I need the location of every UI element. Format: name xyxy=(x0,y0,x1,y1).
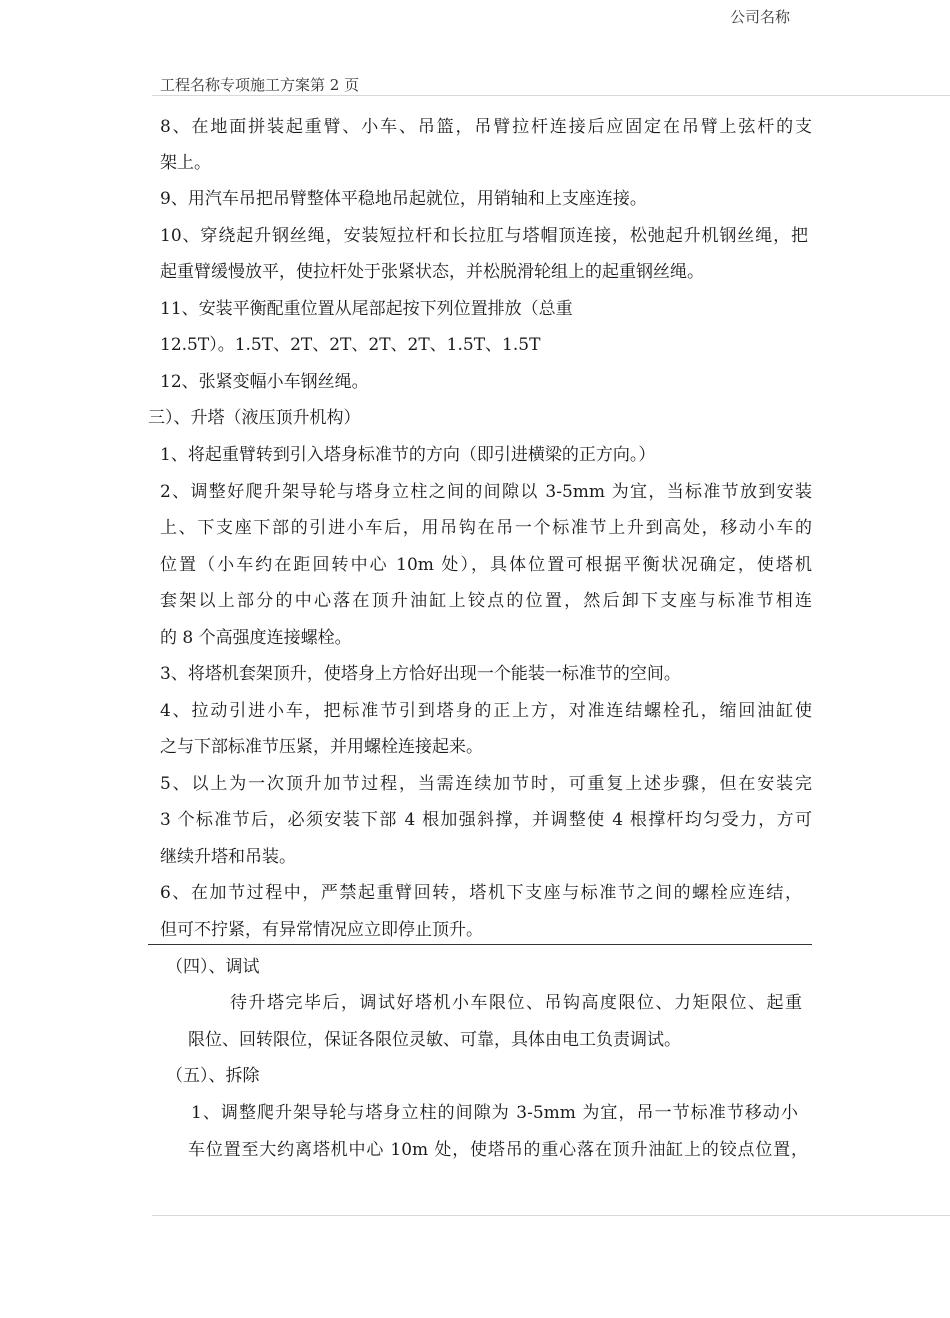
text-line: 待升塔完毕后，调试好塔机小车限位、吊钩高度限位、力矩限位、起重 xyxy=(230,993,802,1013)
text-line: 继续升塔和吊装。 xyxy=(160,847,296,867)
text-line: 套架以上部分的中心落在顶升油缸上铰点的位置，然后卸下支座与标准节相连 xyxy=(160,591,812,611)
text-line: 之与下部标准节压紧，并用螺栓连接起来。 xyxy=(160,737,483,757)
text-line: 4、拉动引进小车，把标准节引到塔身的正上方，对准连结螺栓孔，缩回油缸使 xyxy=(160,701,812,721)
text-line: 但可不拧紧，有异常情况应立即停止顶升。 xyxy=(160,920,483,940)
text-line: 12.5T）。1.5T、2T、2T、2T、2T、1.5T、1.5T xyxy=(160,335,541,355)
text-line: 架上。 xyxy=(160,153,211,173)
text-line: 起重臂缓慢放平，使拉杆处于张紧状态，并松脱滑轮组上的起重钢丝绳。 xyxy=(160,262,704,282)
text-line: 的 8 个高强度连接螺栓。 xyxy=(160,628,352,648)
header-divider xyxy=(152,95,950,96)
section-heading: （五）、拆除 xyxy=(166,1066,260,1086)
text-line: 5、以上为一次顶升加节过程，当需连续加节时，可重复上述步骤，但在安装完 xyxy=(160,774,812,794)
section-heading: 三）、升塔（液压顶升机构） xyxy=(148,408,361,428)
text-line: 11、安装平衡配重位置从尾部起按下列位置排放（总重 xyxy=(160,299,573,319)
text-line: 10、穿绕起升钢丝绳，安装短拉杆和长拉肛与塔帽顶连接，松弛起升机钢丝绳，把 xyxy=(160,226,808,246)
text-line: 6、在加节过程中，严禁起重臂回转，塔机下支座与标准节之间的螺栓应连结， xyxy=(160,883,802,903)
text-line: 位置（小车约在距回转中心 10m 处），具体位置可根据平衡状况确定，使塔机 xyxy=(160,555,812,575)
text-line: 限位、回转限位，保证各限位灵敏、可靠，具体由电工负责调试。 xyxy=(188,1030,681,1050)
text-line: 3、将塔机套架顶升，使塔身上方恰好出现一个能装一标准节的空间。 xyxy=(160,664,681,684)
company-name: 公司名称 xyxy=(730,8,791,26)
text-line: 8、在地面拼装起重臂、小车、吊篮，吊臂拉杆连接后应固定在吊臂上弦杆的支 xyxy=(160,117,812,137)
section-heading: （四）、调试 xyxy=(166,957,260,977)
text-line: 上、下支座下部的引进小车后，用吊钩在吊一个标准节上升到高处，移动小车的 xyxy=(160,518,812,538)
text-line: 1、将起重臂转到引入塔身标准节的方向（即引进横梁的正方向。） xyxy=(160,445,656,465)
text-line: 车位置至大约离塔机中心 10m 处，使塔吊的重心落在顶升油缸上的铰点位置， xyxy=(188,1140,808,1160)
text-line: 2、调整好爬升架导轮与塔身立柱之间的间隙以 3-5mm 为宜，当标准节放到安装 xyxy=(160,482,812,502)
page-header-title: 工程名称专项施工方案第 2 页 xyxy=(160,76,360,94)
footer-divider xyxy=(152,1215,950,1216)
text-line: 9、用汽车吊把吊臂整体平稳地吊起就位，用销轴和上支座连接。 xyxy=(160,189,647,209)
section-divider xyxy=(148,944,812,945)
text-line: 12、张紧变幅小车钢丝绳。 xyxy=(160,372,369,392)
text-line: 3 个标准节后，必须安装下部 4 根加强斜撑，并调整使 4 根撑杆均匀受力，方可 xyxy=(160,810,812,830)
text-line: 1、调整爬升架导轮与塔身立柱的间隙为 3-5mm 为宜，吊一节标准节移动小 xyxy=(191,1103,798,1123)
